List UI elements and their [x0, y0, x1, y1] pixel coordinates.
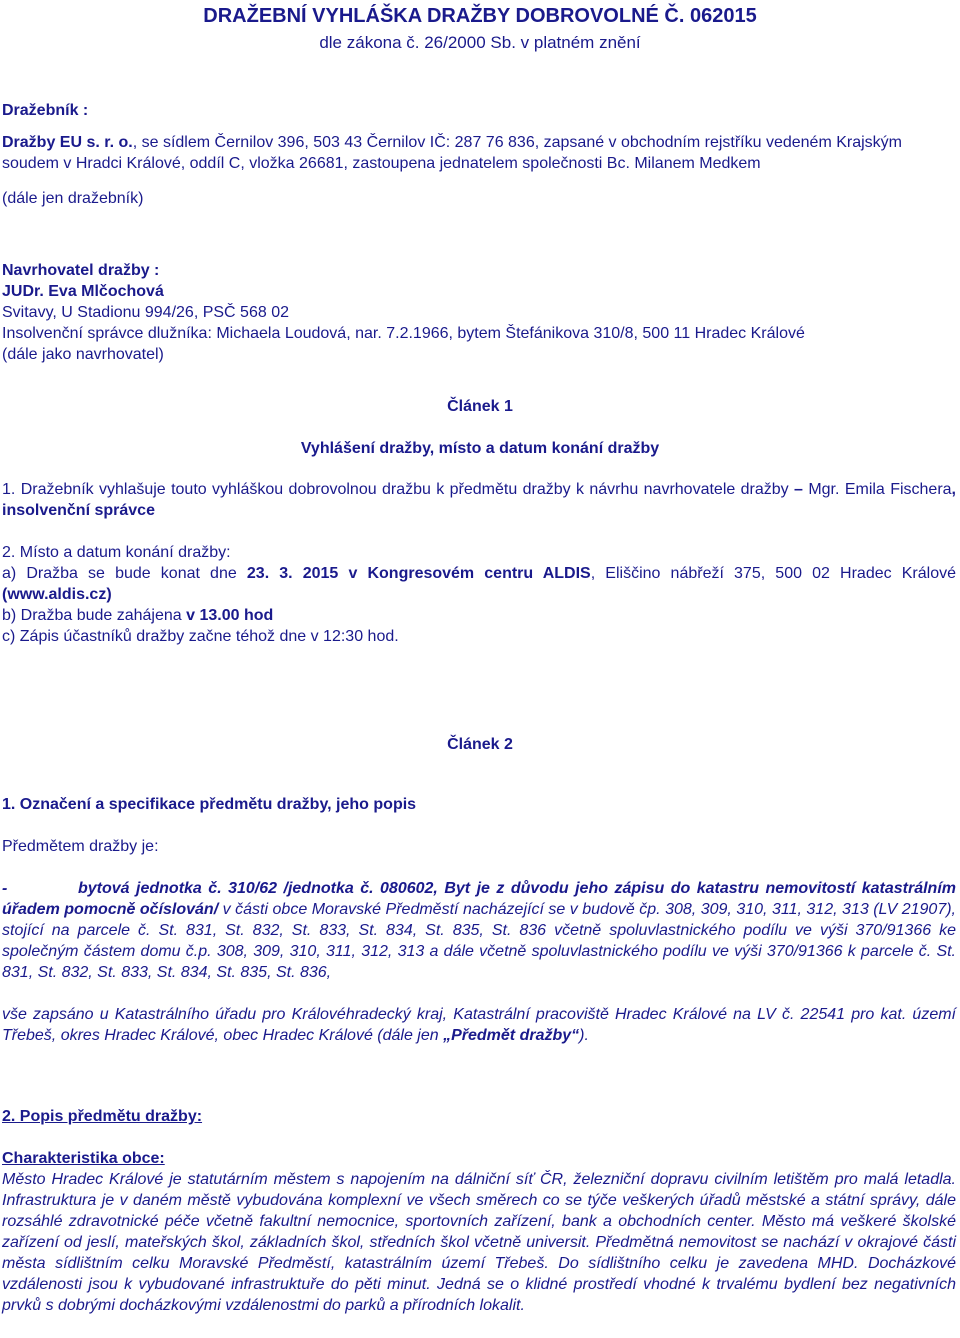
registry-end: ).	[579, 1027, 589, 1044]
item-a-text: a) Dražba se bude konat dne	[2, 565, 247, 582]
article2-section2: 2. Popis předmětu dražby:	[2, 1108, 203, 1125]
registry-note	[2, 1004, 956, 1046]
item-a-date: 23. 3. 2015 v Kongresovém centru ALDIS	[246, 565, 591, 582]
item-b-time: v 13.00 hod	[186, 607, 274, 624]
subject-details: v části obce Moravské Předměstí nacházející se v budově čp. 308, 309, 310, 311, 312, 313 (LV 21907), stojící na parcele č. St. 831, St. 832, St. 833, St. 834, St. 835, St. 836 včetně spoluvlastnického podílu ve výši 370/91366 ke společným částem domu č.p. 308, 309, 310, 311, 312, 313 a dále včetně spoluvlastnického podílu ve výši 370/91366 k parcele č. St. 831, St. 832, St. 833, St. 834, St. 835, St. 836,	[2, 901, 956, 981]
auctioneer-name: Dražby EU s. r. o.	[2, 134, 133, 151]
document-title: DRAŽEBNÍ VYHLÁŠKA DRAŽBY DOBROVOLNÉ Č. 062015	[203, 5, 757, 27]
article1-paragraph1	[2, 479, 956, 521]
item-a-place: , Eliščino nábřeží 375, 500 02 Hradec Králové	[590, 565, 956, 582]
item-b-text: b) Dražba bude zahájena	[2, 607, 187, 624]
article1-item-c: c) Zápis účastníků dražby začne téhož dne v 12:30 hod.	[2, 628, 399, 645]
proposer-heading: Navrhovatel dražby :	[2, 262, 160, 279]
subject-label: Předmětem dražby je:	[2, 838, 159, 855]
article1-item-a	[2, 563, 956, 605]
item-a-web: (www.aldis.cz)	[2, 586, 112, 603]
article2-section1: 1. Označení a specifikace předmětu dražby, jeho popis	[2, 796, 417, 813]
proposer-name: JUDr. Eva Mlčochová	[2, 283, 164, 300]
article2-heading: Článek 2	[447, 736, 513, 753]
subject-unit: bytová jednotka č. 310/62 /jednotka č. 080602, Byt je z důvodu jeho zápisu do katastru nemovitostí katastrálním úřadem pomocně očíslován/	[2, 880, 956, 918]
characteristics-text: Město Hradec Králové je statutárním městem s napojením na dálniční síť ČR, železniční dopravu civilním letištěm pro malá letadla. Infrastruktura je v daném městě vybudována komplexní ve všech směrech co se týče veškerých úřadů městské a státní správy, dále rozsáhlé zdravotnické péče včetně fakultní nemocnice, sportovních zařízení, bank a obchodních center. Město má veškeré školské zařízení od jeslí, mateřských škol, základních škol, středních škol včetně universit. Předmětná nemovitost se nachází v okrajové části města sídlištním celku Moravské Předměstí, katastrálním území Třebeš. Do sídlištního celku je zavedena MHD. Docházkové vzdálenosti jsou k vybudované infrastruktuře do pěti minut. Jedná se o klidné prostředí vhodné k trvalému bydlení bez negativních prvků s dobrými docházkovými vzdálenostmi do parků a přírodních lokalit.	[2, 1171, 956, 1314]
p1-role: , insolvenční správce	[2, 481, 956, 519]
auctioneer-address: , se sídlem Černilov 396, 503 43 Černilov IČ: 287 76 836, zapsané v obchodním rejstříku vedeném Krajským soudem v Hradci Králové, oddíl C, vložka 26681, zastoupena jednatelem společnosti Bc. Milanem Medkem	[2, 134, 902, 172]
proposer-alias: (dále jako navrhovatel)	[2, 346, 164, 363]
registry-subject: „Předmět dražby“	[443, 1027, 580, 1044]
auctioneer-heading: Dražebník :	[2, 102, 89, 119]
characteristics-heading: Charakteristika obce:	[2, 1150, 165, 1167]
document-subtitle: dle zákona č. 26/2000 Sb. v platném znění	[319, 33, 641, 52]
article1-item-b	[2, 605, 273, 626]
proposer-role: Insolvenční správce dlužníka: Michaela Loudová, nar. 7.2.1966, bytem Štefánikova 310/8, 500 11 Hradec Králové	[2, 325, 805, 342]
subject-dash: -	[2, 880, 8, 897]
subject-description	[2, 878, 956, 983]
p1-text: 1. Dražebník vyhlašuje touto vyhláškou dobrovolnou dražbu k předmětu dražby k návrhu navrhovatele dražby	[2, 481, 789, 498]
proposer-address: Svitavy, U Stadionu 994/26, PSČ 568 02	[2, 304, 289, 321]
article1-paragraph2: 2. Místo a datum konání dražby:	[2, 544, 231, 561]
registry-text: vše zapsáno u Katastrálního úřadu pro Královéhradecký kraj, Katastrální pracoviště Hradec Králové na LV č. 22541 pro kat. území Třebeš, okres Hradec Králové, obec Hradec Králové (dále jen	[2, 1006, 956, 1044]
p1-dash: –	[788, 481, 809, 498]
auctioneer-details	[2, 132, 958, 174]
article1-heading: Článek 1	[447, 398, 513, 415]
article1-subheading: Vyhlášení dražby, místo a datum konání dražby	[300, 440, 660, 457]
p1-name: Mgr. Emila Fischera	[808, 481, 952, 498]
auctioneer-alias: (dále jen dražebník)	[2, 190, 144, 207]
